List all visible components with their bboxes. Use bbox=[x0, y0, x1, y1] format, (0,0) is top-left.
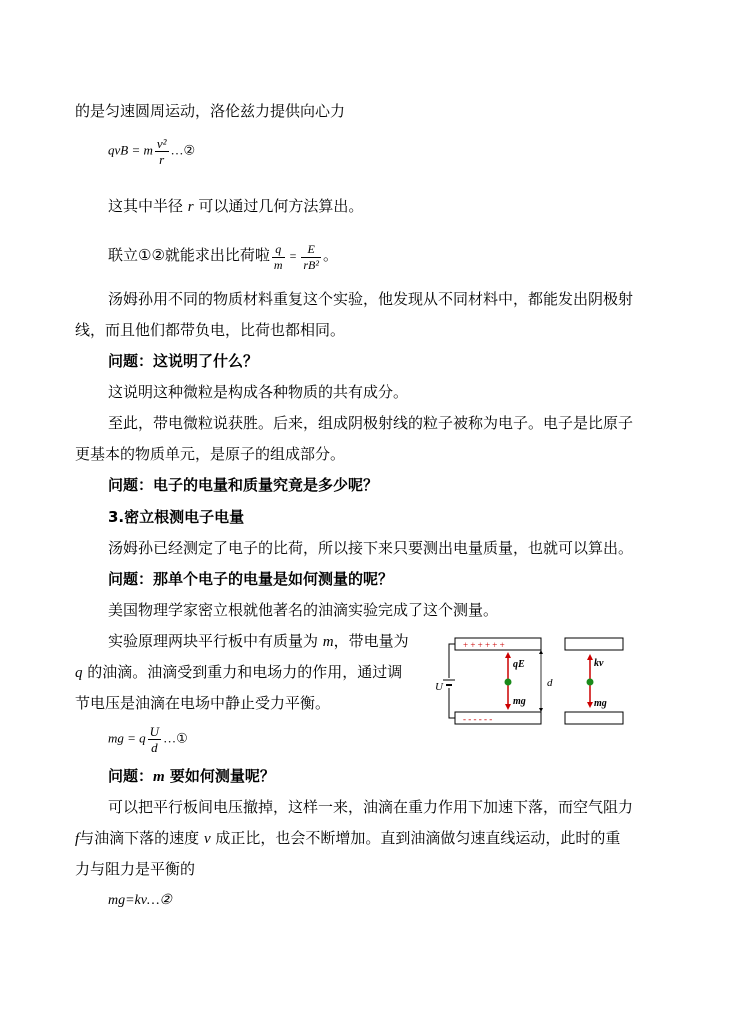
circuit-wire bbox=[449, 688, 455, 718]
paragraph-line: 美国物理学家密立根就他著名的油滴实验完成了这个测量。 bbox=[108, 601, 499, 619]
paragraph-line bbox=[108, 238, 338, 273]
equation-left: mg = q bbox=[108, 730, 146, 746]
paragraph-line: 汤姆孙已经测定了电子的比荷，所以接下来只要测出电量质量，也就可以算出。 bbox=[108, 539, 634, 557]
mg-arrow-head bbox=[505, 704, 511, 710]
circuit-wire bbox=[449, 644, 455, 678]
fraction-denominator: m bbox=[273, 257, 283, 272]
variable: r bbox=[187, 199, 194, 215]
paragraph-line: 至此，带电微粒说获胜。后来，组成阴极射线的粒子被称为电子。电子是比原子 bbox=[108, 414, 634, 432]
text: 实验原理两块平行板中有质量为 bbox=[108, 632, 323, 650]
question-heading: 问题：那单个电子的电量是如何测量的呢？ bbox=[108, 570, 394, 588]
paragraph-line bbox=[108, 631, 409, 652]
label-mg-2: mg bbox=[594, 698, 607, 709]
text: 问题： bbox=[108, 767, 154, 785]
text: 成正比，也会不断增加。直到油滴做匀速直线运动，此时的重 bbox=[210, 829, 621, 847]
equation-drag: mg=kv…② bbox=[108, 893, 172, 908]
paragraph-line bbox=[75, 662, 402, 683]
equation-lorentz bbox=[108, 136, 195, 167]
equals-sign: = bbox=[286, 249, 300, 263]
paragraph-line: 汤姆孙用不同的物质材料重复这个实验，他发现从不同材料中，都能发出阴极射 bbox=[108, 290, 634, 308]
top-plate-2 bbox=[565, 638, 623, 650]
text: 与油滴下落的速度 bbox=[79, 829, 204, 847]
equation-tag: …② bbox=[170, 142, 196, 158]
fraction-numerator: U bbox=[149, 724, 160, 739]
fraction-numerator: q bbox=[272, 242, 285, 258]
question-heading bbox=[108, 766, 275, 787]
paragraph-line: 更基本的物质单元，是原子的组成部分。 bbox=[75, 445, 346, 463]
label-kv: kv bbox=[594, 658, 604, 669]
kv-arrow-head bbox=[587, 654, 593, 660]
paragraph-line: 可以把平行板间电压撤掉，这样一来，油滴在重力作用下加速下落，而空气阻力 bbox=[108, 798, 634, 816]
plus-signs: + + + + + + bbox=[463, 640, 505, 650]
text: 这其中半径 bbox=[108, 197, 188, 215]
fraction bbox=[272, 242, 285, 273]
text: 联立①②就能求出比荷啦 bbox=[108, 246, 270, 264]
variable: q bbox=[75, 665, 83, 681]
millikan-diagram bbox=[435, 634, 643, 729]
variable: f bbox=[75, 831, 80, 847]
paragraph-line bbox=[108, 196, 363, 217]
text: 。 bbox=[322, 246, 338, 264]
label-mg: mg bbox=[513, 696, 526, 707]
qE-arrow-head bbox=[505, 652, 511, 658]
fraction-denominator: d bbox=[151, 740, 158, 755]
text: 要如何测量呢？ bbox=[164, 767, 275, 785]
text: ，带电量为 bbox=[333, 632, 409, 650]
fraction-denominator: rB² bbox=[303, 257, 319, 272]
paragraph-line: 这说明这种微粒是构成各种物质的共有成分。 bbox=[108, 383, 409, 401]
paragraph-line: 节电压是油滴在电场中静止受力平衡。 bbox=[75, 694, 331, 712]
label-d: d bbox=[547, 677, 553, 689]
question-heading: 问题：电子的电量和质量究竟是多少呢？ bbox=[108, 476, 379, 494]
paragraph-line: 的是匀速圆周运动，洛伦兹力提供向心力 bbox=[75, 102, 346, 120]
text: 可以通过几何方法算出。 bbox=[193, 197, 364, 215]
equation-left: qvB = m bbox=[108, 142, 153, 158]
bottom-plate-2 bbox=[565, 712, 623, 724]
fraction bbox=[155, 136, 169, 167]
mg-arrow-head-2 bbox=[587, 702, 593, 708]
equation-balance bbox=[108, 724, 188, 755]
paragraph-line bbox=[75, 828, 620, 849]
d-arrow-head bbox=[539, 650, 543, 654]
section-heading: 3.密立根测电子电量 bbox=[108, 508, 245, 526]
fraction-denominator: r bbox=[159, 152, 165, 167]
equation-tag: …① bbox=[163, 730, 188, 746]
fraction-numerator: E bbox=[301, 242, 321, 258]
label-qE: qE bbox=[513, 659, 525, 670]
label-U: U bbox=[435, 681, 443, 693]
variable: m bbox=[153, 769, 165, 785]
paragraph-line: 线，而且他们都带负电，比荷也都相同。 bbox=[75, 321, 346, 339]
minus-signs: - - - - - - bbox=[463, 714, 493, 724]
fraction bbox=[148, 724, 161, 755]
oil-drop-2 bbox=[587, 679, 594, 686]
variable: m bbox=[322, 634, 334, 650]
d-arrow-head bbox=[539, 708, 543, 712]
oil-drop bbox=[505, 679, 512, 686]
variable: v bbox=[203, 831, 211, 847]
question-heading: 问题：这说明了什么？ bbox=[108, 352, 259, 370]
fraction-numerator: v² bbox=[156, 136, 167, 151]
fraction bbox=[301, 242, 321, 273]
paragraph-line: 力与阻力是平衡的 bbox=[75, 860, 196, 878]
text: 的油滴。油滴受到重力和电场力的作用，通过调 bbox=[82, 663, 403, 681]
